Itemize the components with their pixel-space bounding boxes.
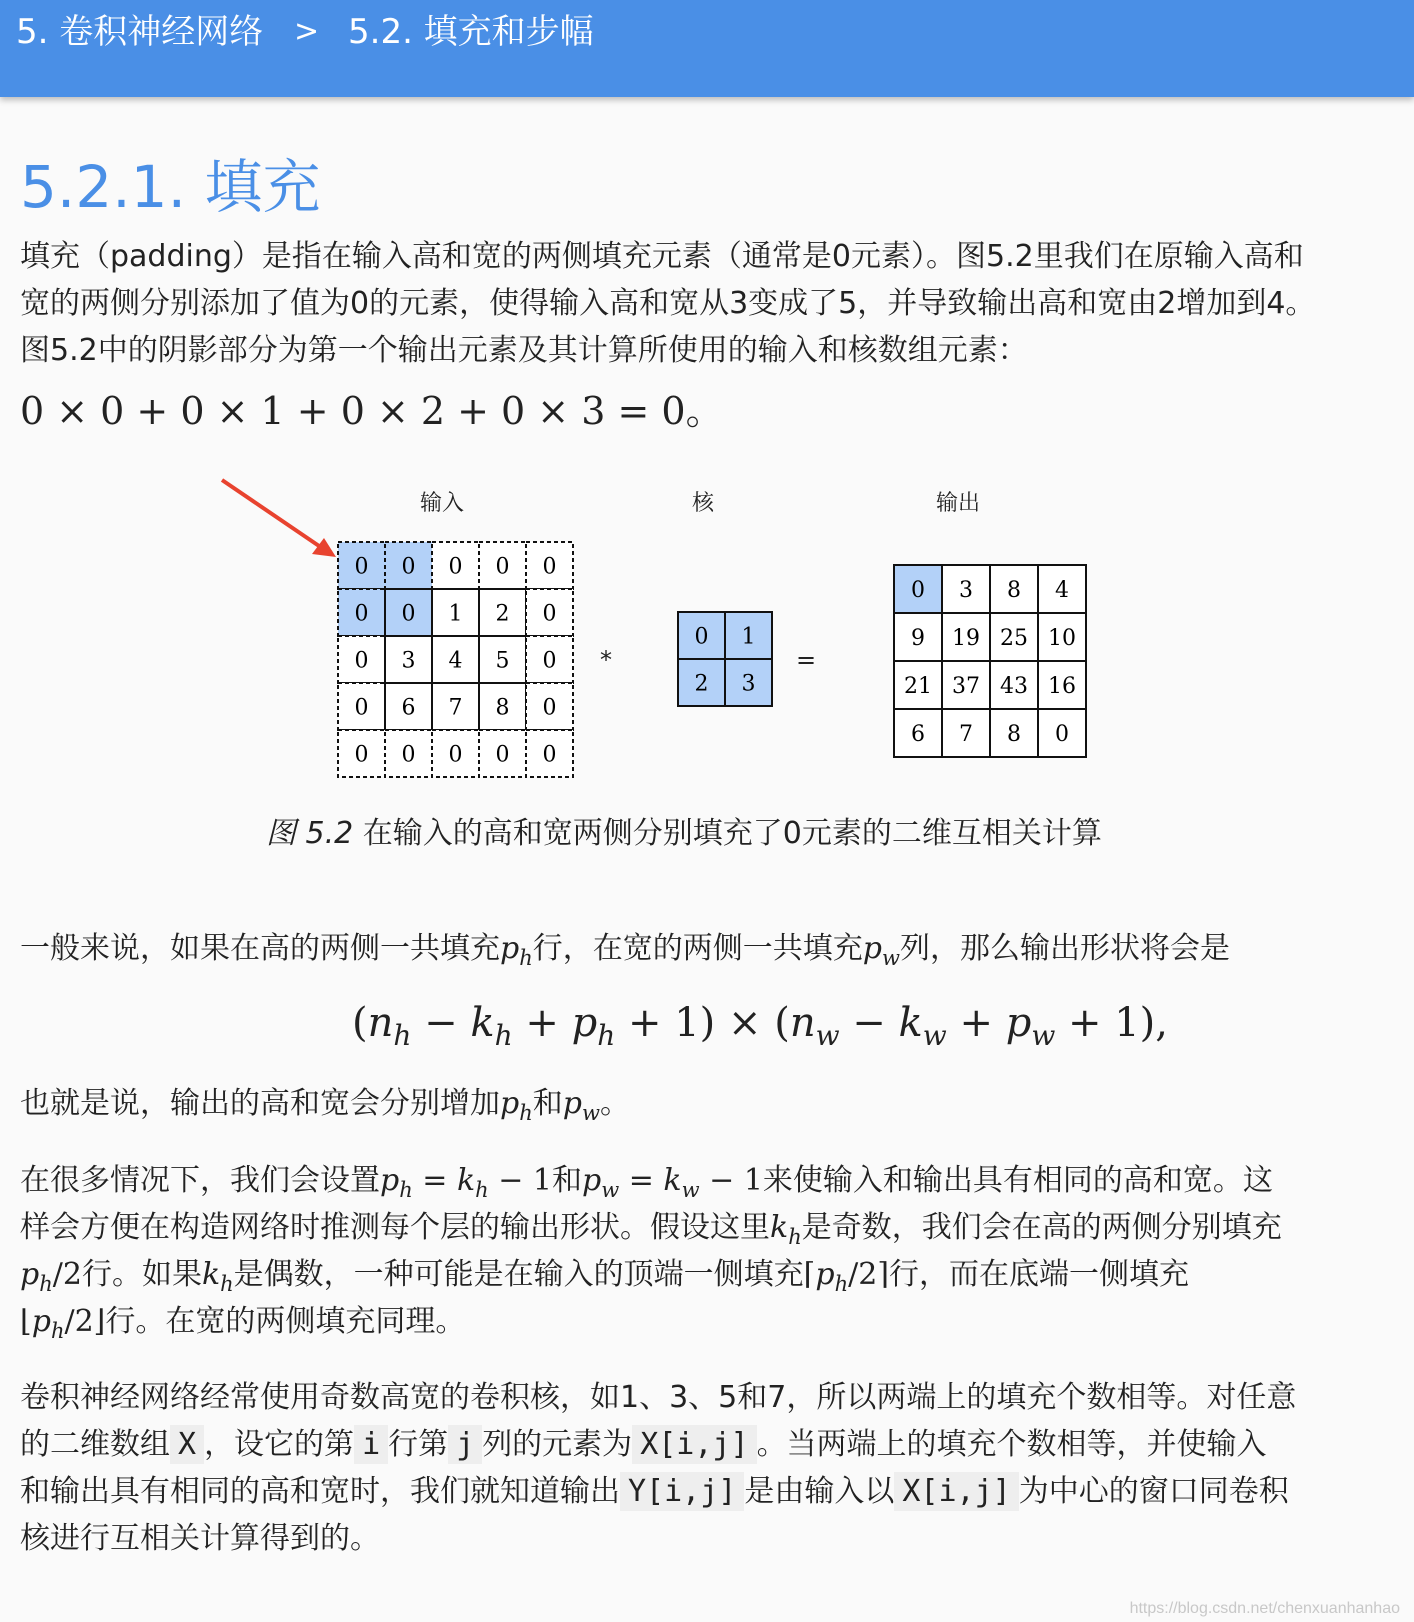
breadcrumb-current: 5.2. 填充和步幅 (348, 12, 594, 52)
para2 (20, 925, 1230, 982)
para4-text: 是偶数，一种可能是在输入的顶端一侧填充 (233, 1257, 804, 1292)
para3-text1: 也就是说，输出的高和宽会分别增加 (20, 1086, 500, 1121)
input-value: 0 (542, 742, 557, 768)
para5-text: 的二维数组 (20, 1427, 170, 1462)
para3 (20, 1080, 630, 1137)
para3-text2: 和 (532, 1086, 563, 1121)
para4-text: 来使输入和输出具有相同的高和宽。这 (762, 1163, 1273, 1198)
output-value: 19 (952, 626, 980, 651)
input-value: 0 (448, 554, 463, 580)
output-value: 0 (911, 578, 925, 603)
para4-text: 行。在宽的两侧填充同理。 (105, 1304, 466, 1339)
para5-text: 和输出具有相同的高和宽时，我们就知道输出 (20, 1474, 620, 1509)
output-value: 43 (1000, 674, 1028, 699)
para5-text: 行第 (388, 1427, 449, 1462)
figure-caption (266, 808, 1102, 852)
output-value: 7 (959, 722, 973, 747)
output-value: 0 (1055, 722, 1069, 747)
input-value: 0 (495, 554, 510, 580)
output-value: 4 (1055, 578, 1069, 603)
math-pw: $p_w$ (862, 931, 900, 970)
kernel-value: 0 (694, 624, 709, 650)
figure-label-kernel: 核 (692, 491, 715, 516)
input-value: 0 (542, 601, 557, 627)
math-ceil-ph-over-2: $⌈p_h/2⌉$ (803, 1257, 890, 1296)
figure-caption-text: 在输入的高和宽两侧分别填充了0元素的二维互相关计算 (362, 816, 1102, 851)
para2-text3: 列，那么输出形状将会是 (899, 931, 1230, 966)
para4-text: 是奇数，我们会在高的两侧分别填充 (801, 1210, 1282, 1245)
output-value: 6 (911, 722, 925, 747)
input-value: 0 (495, 742, 510, 768)
arrow-head-icon (312, 538, 336, 557)
kernel-value: 2 (694, 671, 709, 697)
para4-line4 (20, 1298, 465, 1355)
para5-text: 。当两端上的填充个数相等，并使输入 (756, 1427, 1267, 1462)
input-value: 0 (354, 695, 369, 721)
figure-label-output: 输出 (936, 491, 981, 516)
input-value: 0 (354, 554, 369, 580)
para2-text2: 行，在宽的两侧一共填充 (532, 931, 863, 966)
para5-text: 是由输入以 (744, 1474, 895, 1509)
input-value: 0 (542, 648, 557, 674)
output-value: 8 (1007, 722, 1021, 747)
equals-operator: = (796, 646, 817, 674)
input-value: 0 (542, 695, 557, 721)
output-value: 16 (1048, 674, 1076, 699)
input-value: 0 (401, 601, 416, 627)
para4-text: 行。如果 (81, 1257, 202, 1292)
output-value: 25 (1000, 626, 1028, 651)
para4-text: 和 (552, 1163, 582, 1198)
convolution-operator: * (600, 646, 612, 674)
input-grid (338, 542, 573, 777)
input-value: 0 (354, 601, 369, 627)
breadcrumb-parent-link[interactable]: 5. 卷积神经网络 (16, 12, 264, 52)
code-i: i (354, 1425, 388, 1464)
watermark: https://blog.csdn.net/chenxuanhanhao (1129, 1600, 1400, 1617)
para5-text: 为中心的窗口同卷积 (1018, 1474, 1289, 1509)
input-value: 5 (495, 648, 510, 674)
top-bar (0, 0, 1414, 97)
input-value: 7 (448, 695, 463, 721)
section-title: 5.2.1. 填充 (20, 153, 321, 221)
output-value: 3 (959, 578, 973, 603)
math-ph-eq-kh-1: $p_h = k_h - 1$ (380, 1163, 552, 1202)
input-value: 1 (448, 601, 463, 627)
input-value: 2 (495, 601, 510, 627)
para5-text: ，设它的第 (204, 1427, 355, 1462)
para1-line3: 图5.2中的阴影部分为第一个输出元素及其计算所使用的输入和核数组元素： (20, 333, 1028, 368)
kernel-value: 3 (741, 671, 756, 697)
output-grid (894, 565, 1086, 757)
para1-line2: 宽的两侧分别添加了值为0的元素，使得输入高和宽从3变成了5，并导致输出高和宽由2增加到4。 (20, 286, 1316, 321)
output-value: 10 (1048, 626, 1076, 651)
input-value: 0 (401, 742, 416, 768)
para5-line1: 卷积神经网络经常使用奇数高宽的卷积核，如1、3、5和7，所以两端上的填充个数相等。对任意 (20, 1380, 1297, 1415)
code-Xij: X[i,j] (894, 1472, 1018, 1511)
figure-label-input: 输入 (420, 491, 465, 516)
math-ph-over-2: $p_h/2$ (20, 1257, 82, 1296)
para1-equation: 0 × 0 + 0 × 1 + 0 × 2 + 0 × 3 = 0。 (20, 389, 724, 433)
input-value: 0 (354, 742, 369, 768)
para3-text3: 。 (599, 1086, 630, 1121)
code-Xij: X[i,j] (632, 1425, 756, 1464)
output-value: 8 (1007, 578, 1021, 603)
math-ph: $p_h$ (500, 931, 533, 970)
input-value: 0 (354, 648, 369, 674)
output-value: 21 (904, 674, 932, 699)
para2-text1: 一般来说，如果在高的两侧一共填充 (20, 931, 500, 966)
kernel-value: 1 (741, 624, 756, 650)
chevron-right-icon: > (294, 14, 320, 49)
code-X: X (170, 1425, 204, 1464)
para4-text: 在很多情况下，我们会设置 (20, 1163, 380, 1198)
math-kh: $k_h$ (201, 1257, 234, 1296)
math-pw-eq-kw-1: $p_w = k_w - 1$ (582, 1163, 763, 1202)
padding-figure (0, 460, 1414, 800)
para1-line1: 填充（padding）是指在输入高和宽的两侧填充元素（通常是0元素）。图5.2里我们在原输入高和 (20, 239, 1304, 274)
code-Yij: Y[i,j] (620, 1472, 744, 1511)
kernel-grid (678, 612, 772, 706)
input-value: 0 (401, 554, 416, 580)
para4-text: 样会方便在构造网络时推测每个层的输出形状。假设这里 (20, 1210, 770, 1245)
math-pw: $p_w$ (562, 1086, 600, 1125)
arrow-icon (222, 480, 322, 548)
math-floor-ph-over-2: $⌊p_h/2⌋$ (20, 1304, 106, 1343)
para5-line4: 核进行互相关计算得到的。 (20, 1521, 380, 1556)
input-value: 0 (542, 554, 557, 580)
output-value: 37 (952, 674, 980, 699)
math-kh: $k_h$ (770, 1210, 802, 1249)
para5-line3 (20, 1468, 1289, 1516)
para4-text: 行，而在底端一侧填充 (889, 1257, 1190, 1292)
output-value: 9 (911, 626, 925, 651)
input-value: 6 (401, 695, 416, 721)
figure-caption-number: 图 5.2 (266, 816, 354, 851)
input-value: 3 (401, 648, 416, 674)
para5-line2 (20, 1421, 1267, 1469)
math-ph: $p_h$ (500, 1086, 533, 1125)
para5-text: 列的元素为 (482, 1427, 633, 1462)
input-value: 8 (495, 695, 510, 721)
input-value: 4 (448, 648, 463, 674)
display-equation: $(n_h - k_h + p_h + 1) \times (n_w - k_w + p_w + 1)$, (352, 1000, 1168, 1052)
code-j: j (448, 1425, 482, 1464)
input-value: 0 (448, 742, 463, 768)
